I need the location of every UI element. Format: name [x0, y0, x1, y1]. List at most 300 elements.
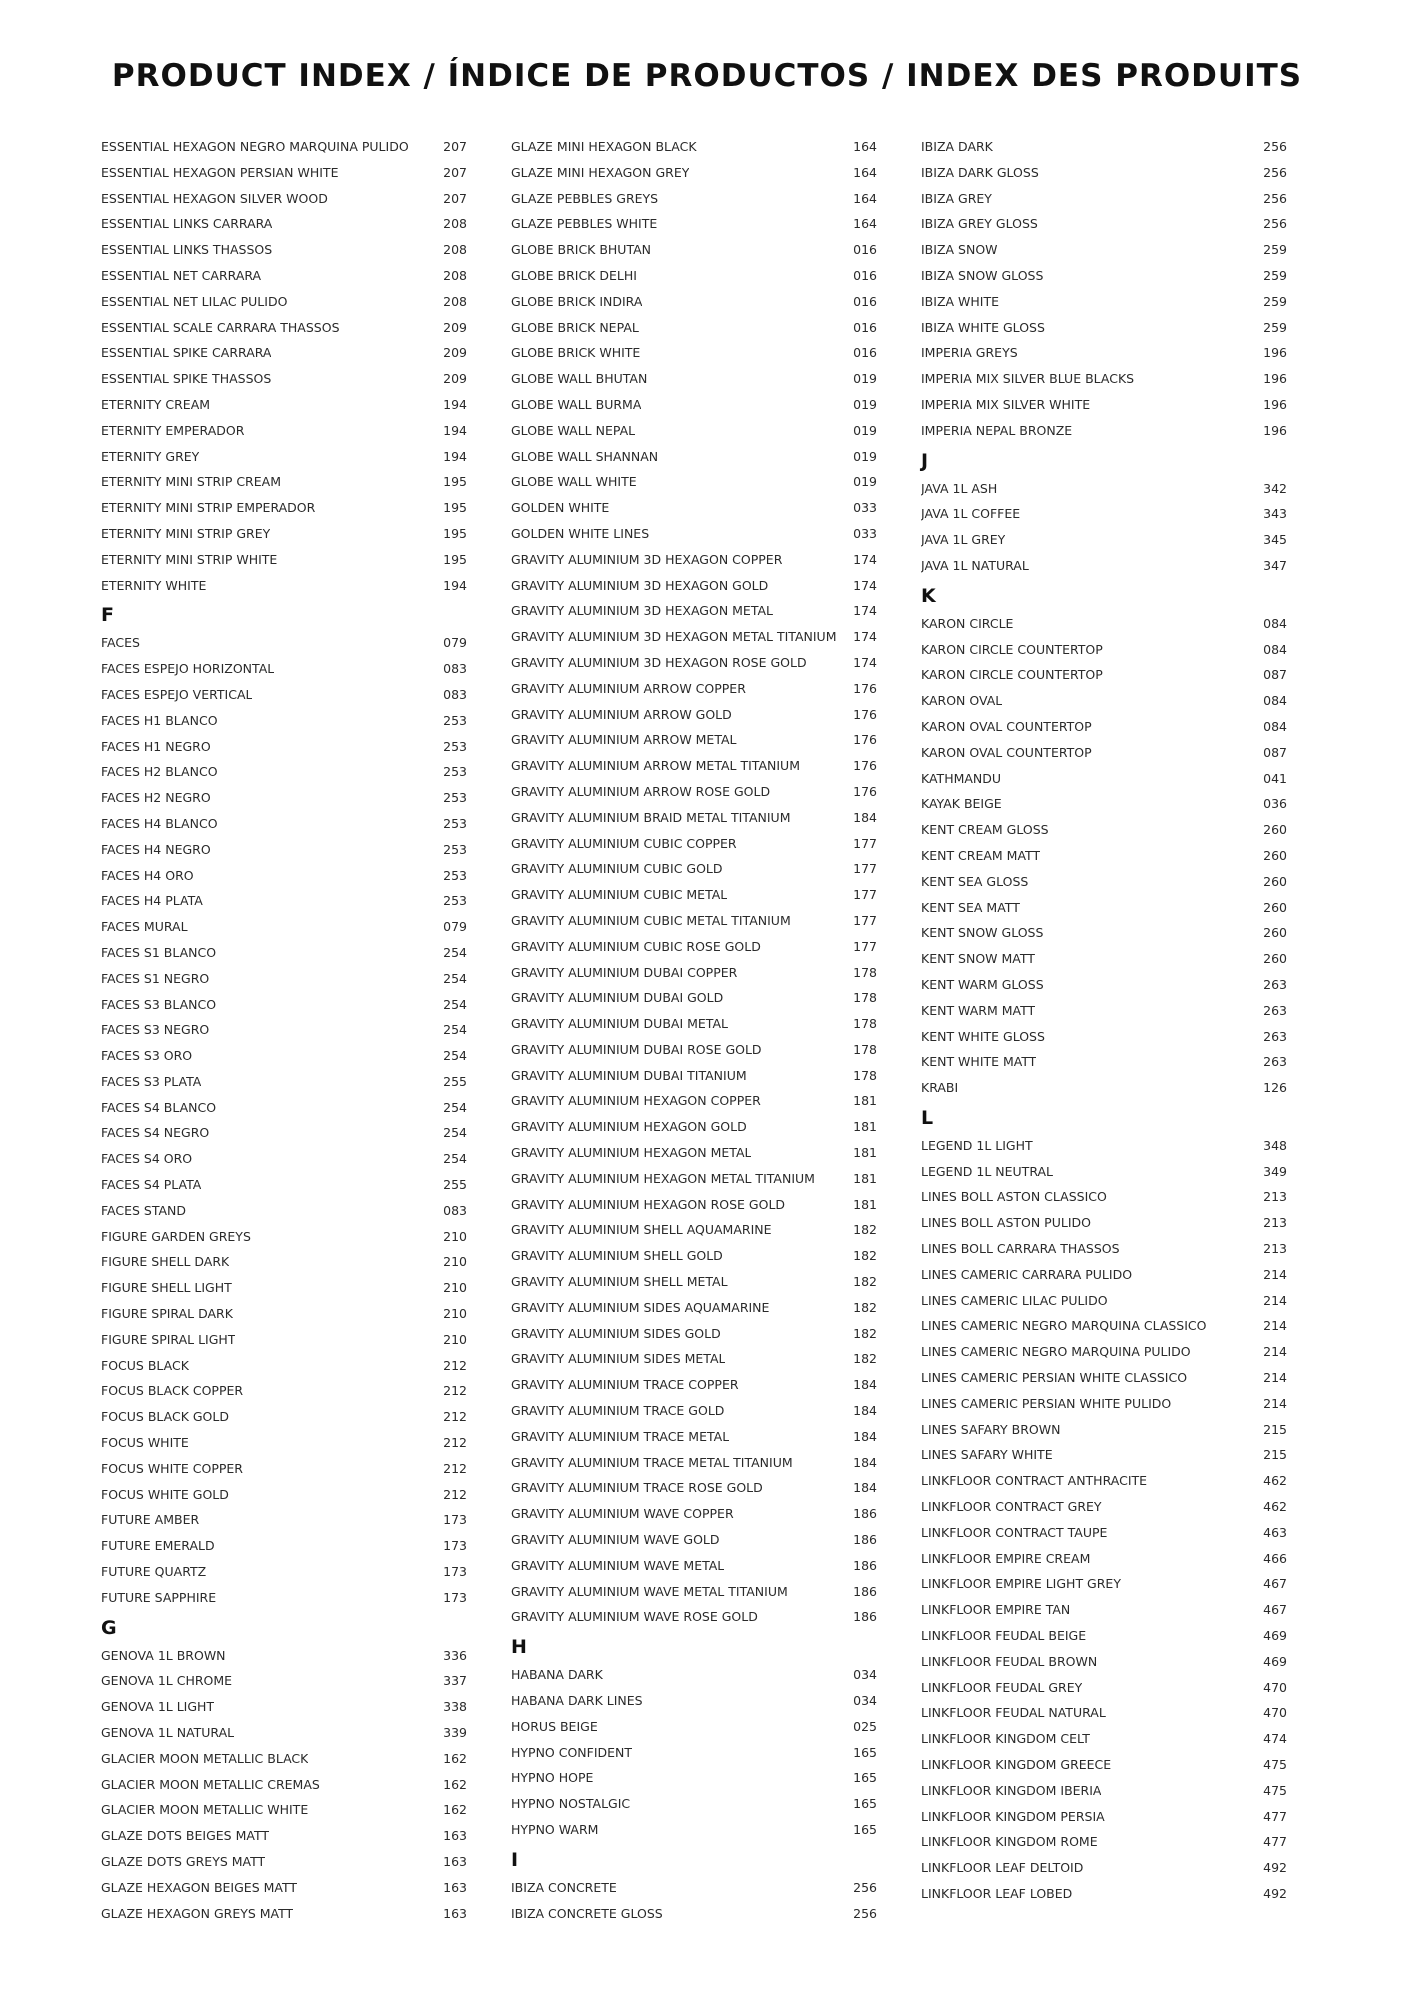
page-number: 253: [443, 815, 467, 831]
product-name: KENT WARM MATT: [921, 1002, 1036, 1018]
page-number: 253: [443, 867, 467, 883]
product-name: FACES S4 BLANCO: [101, 1099, 217, 1115]
page-number: 263: [1263, 976, 1287, 992]
index-entry: [921, 1313, 1287, 1339]
index-entry: [921, 1236, 1287, 1262]
page-number: 263: [1263, 1054, 1287, 1070]
index-entry: [101, 1507, 467, 1533]
page-number: 182: [853, 1325, 877, 1341]
page-number: 163: [443, 1828, 467, 1844]
page-number: 041: [1263, 770, 1287, 786]
page-number: 016: [853, 293, 877, 309]
index-entry: [921, 1391, 1287, 1417]
product-name: ESSENTIAL HEXAGON NEGRO MARQUINA PULIDO: [101, 139, 409, 154]
index-entry: [101, 444, 467, 470]
index-entry: [921, 920, 1287, 946]
index-entry: [101, 160, 467, 186]
page-number: 469: [1263, 1653, 1287, 1669]
product-name: KENT WARM GLOSS: [921, 976, 1044, 992]
index-entry: [921, 1184, 1287, 1210]
product-name: GRAVITY ALUMINIUM ARROW COPPER: [511, 680, 746, 696]
index-entry: [101, 837, 467, 863]
page-number: 260: [1263, 847, 1287, 863]
product-name: IMPERIA NEPAL BRONZE: [921, 422, 1073, 438]
page-number: 212: [443, 1460, 467, 1476]
product-name: FACES ESPEJO VERTICAL: [101, 686, 253, 702]
product-name: FOCUS BLACK GOLD: [101, 1409, 229, 1425]
product-name: ESSENTIAL LINKS THASSOS: [101, 242, 273, 258]
product-name: FOCUS BLACK: [101, 1357, 189, 1373]
page-number: 213: [1263, 1215, 1287, 1231]
index-entry: [921, 895, 1287, 921]
product-name: GRAVITY ALUMINIUM SIDES AQUAMARINE: [511, 1299, 770, 1315]
index-entry: [511, 1372, 877, 1398]
index-entry: [921, 611, 1287, 637]
index-entry: [921, 160, 1287, 186]
page-number: 253: [443, 764, 467, 780]
index-entry: [921, 1075, 1287, 1101]
page-number: 263: [1263, 1028, 1287, 1044]
section-letter: J: [921, 449, 929, 472]
product-name: LINKFLOOR CONTRACT TAUPE: [921, 1524, 1108, 1540]
product-name: LINKFLOOR EMPIRE LIGHT GREY: [921, 1576, 1121, 1592]
product-name: LINKFLOOR KINGDOM IBERIA: [921, 1782, 1102, 1798]
product-name: ESSENTIAL SCALE CARRARA THASSOS: [101, 319, 340, 335]
page-number: 260: [1263, 899, 1287, 915]
page-number: 126: [1263, 1080, 1287, 1096]
index-entry: [921, 1520, 1287, 1546]
product-name: ETERNITY MINI STRIP WHITE: [101, 551, 278, 567]
page-number: 254: [443, 1151, 467, 1167]
page-number: 260: [1263, 873, 1287, 889]
page-number: 173: [443, 1564, 467, 1580]
index-entry: [511, 1604, 877, 1630]
index-entry: [921, 1210, 1287, 1236]
product-name: IBIZA CONCRETE: [511, 1879, 617, 1895]
page-number: 186: [853, 1557, 877, 1573]
page-number: 165: [853, 1822, 877, 1837]
page-number: 209: [443, 319, 467, 335]
page-number: 186: [853, 1506, 877, 1522]
index-entry: [921, 527, 1287, 553]
page-number: 194: [443, 577, 467, 593]
index-column-1: [101, 134, 467, 1926]
index-entry: [511, 1114, 877, 1140]
product-name: HYPNO WARM: [511, 1822, 599, 1837]
index-entry: [101, 863, 467, 889]
product-name: FACES S4 PLATA: [101, 1177, 202, 1193]
product-name: LINKFLOOR FEUDAL BEIGE: [921, 1628, 1087, 1644]
product-name: GRAVITY ALUMINIUM ARROW ROSE GOLD: [511, 783, 771, 799]
page-number: 477: [1263, 1808, 1287, 1824]
index-entry: [921, 1804, 1287, 1830]
index-entry: [511, 882, 877, 908]
product-name: GRAVITY ALUMINIUM SIDES GOLD: [511, 1325, 721, 1341]
product-name: FACES H4 NEGRO: [101, 841, 211, 857]
page-number: 184: [853, 1480, 877, 1496]
product-name: GOLDEN WHITE: [511, 500, 610, 516]
page-number: 033: [853, 525, 877, 541]
product-name: GRAVITY ALUMINIUM WAVE METAL: [511, 1557, 725, 1573]
product-name: IMPERIA MIX SILVER WHITE: [921, 396, 1091, 412]
page-number: 186: [853, 1609, 877, 1625]
page-number: 254: [443, 1125, 467, 1141]
index-entry: [101, 1720, 467, 1746]
page-number: 084: [1263, 718, 1287, 734]
index-entry: [921, 134, 1287, 160]
page-number: 259: [1263, 242, 1287, 258]
page-number: 253: [443, 841, 467, 857]
page-number: 210: [443, 1306, 467, 1322]
product-name: GRAVITY ALUMINIUM HEXAGON METAL: [511, 1145, 752, 1161]
product-name: GRAVITY ALUMINIUM TRACE GOLD: [511, 1403, 725, 1419]
page-number: 336: [443, 1647, 467, 1663]
index-entry: [101, 1198, 467, 1224]
index-entry: [101, 966, 467, 992]
index-entry: [101, 1849, 467, 1875]
index-entry: [511, 1217, 877, 1243]
page-number: 466: [1263, 1550, 1287, 1566]
page-number: 184: [853, 1403, 877, 1419]
index-entry: [511, 1140, 877, 1166]
page-number: 194: [443, 422, 467, 438]
page-number: 181: [853, 1119, 877, 1135]
product-name: GENOVA 1L LIGHT: [101, 1699, 215, 1715]
page-number: 195: [443, 551, 467, 567]
product-name: LINKFLOOR KINGDOM ROME: [921, 1834, 1098, 1850]
page-number: 210: [443, 1254, 467, 1270]
page-number: 087: [1263, 744, 1287, 760]
product-name: LINKFLOOR FEUDAL GREY: [921, 1679, 1083, 1695]
page-number: 162: [443, 1776, 467, 1792]
page-number: 176: [853, 732, 877, 748]
product-name: GRAVITY ALUMINIUM TRACE METAL TITANIUM: [511, 1454, 793, 1470]
index-entry: [511, 289, 877, 315]
product-name: JAVA 1L ASH: [921, 480, 998, 496]
index-entry: [511, 1166, 877, 1192]
index-entry: [101, 263, 467, 289]
product-name: ESSENTIAL HEXAGON SILVER WOOD: [101, 190, 328, 206]
page-number: 173: [443, 1512, 467, 1528]
page-number: 196: [1263, 422, 1287, 438]
index-entry: [511, 160, 877, 186]
index-entry: [101, 630, 467, 656]
index-entry: [921, 186, 1287, 212]
index-entry: [921, 1649, 1287, 1675]
page-number: 177: [853, 887, 877, 903]
index-entry: [921, 998, 1287, 1024]
product-name: LINES BOLL CARRARA THASSOS: [921, 1241, 1120, 1257]
page-number: 196: [1263, 345, 1287, 361]
product-name: FIGURE GARDEN GREYS: [101, 1228, 251, 1244]
page-number: 470: [1263, 1705, 1287, 1721]
index-entry: [101, 1533, 467, 1559]
index-entry: [101, 469, 467, 495]
page-number: 164: [853, 216, 877, 232]
index-entry: [921, 1778, 1287, 1804]
product-name: LEGEND 1L NEUTRAL: [921, 1163, 1054, 1179]
index-entry: [101, 1746, 467, 1772]
product-name: IBIZA DARK GLOSS: [921, 164, 1039, 180]
index-entry: [101, 521, 467, 547]
product-name: KAYAK BEIGE: [921, 796, 1002, 812]
index-entry: [101, 811, 467, 837]
page-number: 016: [853, 319, 877, 335]
index-entry: [101, 734, 467, 760]
page-number: 184: [853, 809, 877, 825]
page-number: 462: [1263, 1499, 1287, 1515]
index-entry: [921, 869, 1287, 895]
index-entry: [511, 211, 877, 237]
index-entry: [101, 289, 467, 315]
product-name: FIGURE SHELL LIGHT: [101, 1280, 232, 1296]
product-name: GRAVITY ALUMINIUM 3D HEXAGON ROSE GOLD: [511, 654, 807, 670]
product-name: FACES H2 BLANCO: [101, 764, 218, 780]
index-entry: [511, 1662, 877, 1688]
page-number: 214: [1263, 1370, 1287, 1386]
page-number: 025: [853, 1718, 877, 1734]
product-name: GLOBE BRICK WHITE: [511, 345, 641, 361]
product-name: FACES H4 PLATA: [101, 893, 203, 909]
page-number: 163: [443, 1854, 467, 1869]
product-name: KENT SNOW MATT: [921, 951, 1035, 967]
index-entry: [921, 1262, 1287, 1288]
page-number: 079: [443, 919, 467, 935]
index-entry: [101, 573, 467, 599]
product-name: GLOBE WALL BURMA: [511, 396, 642, 412]
index-column-3: [921, 134, 1287, 1907]
index-entry: [921, 740, 1287, 766]
product-name: GRAVITY ALUMINIUM DUBAI ROSE GOLD: [511, 1041, 762, 1057]
page-number: 178: [853, 964, 877, 980]
index-entry: [101, 1797, 467, 1823]
index-entry: [101, 1353, 467, 1379]
index-entry: [921, 1049, 1287, 1075]
product-name: ETERNITY EMPERADOR: [101, 422, 245, 438]
product-name: IBIZA SNOW: [921, 242, 998, 258]
product-name: KARON OVAL COUNTERTOP: [921, 718, 1092, 734]
product-name: GRAVITY ALUMINIUM ARROW METAL TITANIUM: [511, 758, 800, 774]
index-entry: [511, 469, 877, 495]
page-number: 184: [853, 1428, 877, 1444]
page-number: 253: [443, 712, 467, 728]
product-name: LINKFLOOR EMPIRE TAN: [921, 1602, 1071, 1618]
index-entry: [921, 1829, 1287, 1855]
index-entry: [511, 1501, 877, 1527]
index-entry: [921, 714, 1287, 740]
product-name: JAVA 1L NATURAL: [921, 557, 1029, 573]
page-number: 260: [1263, 925, 1287, 941]
product-name: HABANA DARK: [511, 1667, 603, 1683]
page-number: 474: [1263, 1731, 1287, 1747]
index-entry: [511, 1475, 877, 1501]
product-name: ETERNITY MINI STRIP CREAM: [101, 474, 281, 490]
page-number: 184: [853, 1377, 877, 1393]
page-number: 210: [443, 1331, 467, 1347]
product-name: FACES S4 ORO: [101, 1151, 193, 1167]
product-name: FACES S3 NEGRO: [101, 1022, 210, 1038]
product-name: IBIZA WHITE: [921, 293, 1000, 309]
page-number: 349: [1263, 1163, 1287, 1179]
page-number: 084: [1263, 693, 1287, 709]
product-name: FACES S4 NEGRO: [101, 1125, 210, 1141]
product-name: IBIZA DARK: [921, 139, 993, 154]
product-name: FUTURE QUARTZ: [101, 1564, 207, 1580]
index-entry: [511, 1346, 877, 1372]
page-number: 254: [443, 996, 467, 1012]
page-number: 164: [853, 190, 877, 206]
index-entry: [921, 1623, 1287, 1649]
section-letter: K: [921, 584, 936, 607]
page-number: 214: [1263, 1395, 1287, 1411]
index-entry: [511, 366, 877, 392]
product-name: ETERNITY WHITE: [101, 577, 207, 593]
index-entry: [511, 1192, 877, 1218]
index-entry: [511, 1398, 877, 1424]
page-number: 259: [1263, 267, 1287, 283]
index-entry: [921, 418, 1287, 444]
index-entry: [101, 1301, 467, 1327]
product-name: GLAZE MINI HEXAGON GREY: [511, 164, 690, 180]
product-name: GLAZE MINI HEXAGON BLACK: [511, 139, 697, 154]
product-name: GOLDEN WHITE LINES: [511, 525, 650, 541]
product-name: KENT WHITE GLOSS: [921, 1028, 1045, 1044]
product-name: GRAVITY ALUMINIUM WAVE ROSE GOLD: [511, 1609, 758, 1625]
index-entry: [921, 501, 1287, 527]
product-name: GRAVITY ALUMINIUM SHELL AQUAMARINE: [511, 1222, 772, 1238]
page-number: 212: [443, 1383, 467, 1399]
index-entry: [921, 1597, 1287, 1623]
product-name: GLOBE BRICK INDIRA: [511, 293, 643, 309]
product-name: ESSENTIAL LINKS CARRARA: [101, 216, 273, 232]
page-number: 036: [1263, 796, 1287, 812]
index-entry: [921, 392, 1287, 418]
product-name: FUTURE SAPPHIRE: [101, 1589, 217, 1605]
product-name: KENT SEA MATT: [921, 899, 1020, 915]
page-number: 209: [443, 371, 467, 387]
product-name: HORUS BEIGE: [511, 1718, 598, 1734]
index-entry: [511, 1901, 877, 1927]
index-entry: [511, 1037, 877, 1063]
product-name: GRAVITY ALUMINIUM SHELL GOLD: [511, 1248, 723, 1264]
index-entry: [921, 315, 1287, 341]
product-name: GRAVITY ALUMINIUM HEXAGON ROSE GOLD: [511, 1196, 786, 1212]
page-number: 343: [1263, 506, 1287, 522]
page-number: 178: [853, 1041, 877, 1057]
index-entry: [101, 134, 467, 160]
product-name: KATHMANDU: [921, 770, 1002, 786]
index-entry: [101, 1404, 467, 1430]
product-name: FACES H2 NEGRO: [101, 790, 211, 806]
page-number: 181: [853, 1145, 877, 1161]
product-name: ESSENTIAL NET CARRARA: [101, 267, 262, 283]
page-number: 492: [1263, 1886, 1287, 1901]
product-name: KARON CIRCLE COUNTERTOP: [921, 641, 1103, 657]
page-number: 260: [1263, 951, 1287, 967]
product-name: GLOBE WALL WHITE: [511, 474, 637, 490]
product-name: GLACIER MOON METALLIC WHITE: [101, 1802, 309, 1818]
page-number: 256: [1263, 139, 1287, 154]
index-entry: [921, 637, 1287, 663]
index-column-2: [511, 134, 877, 1926]
product-name: ETERNITY MINI STRIP EMPERADOR: [101, 500, 316, 516]
index-entry: [921, 972, 1287, 998]
page-number: 019: [853, 474, 877, 490]
page-number: 084: [1263, 641, 1287, 657]
product-name: GRAVITY ALUMINIUM DUBAI METAL: [511, 1016, 728, 1032]
product-name: LINKFLOOR KINGDOM CELT: [921, 1731, 1090, 1747]
page-number: 254: [443, 1048, 467, 1064]
page-number: 196: [1263, 371, 1287, 387]
index-entry: [101, 1668, 467, 1694]
index-entry: [511, 1063, 877, 1089]
index-entry: [101, 1249, 467, 1275]
product-name: GLOBE BRICK DELHI: [511, 267, 637, 283]
product-name: GRAVITY ALUMINIUM ARROW GOLD: [511, 706, 732, 722]
index-entry: [101, 495, 467, 521]
index-entry: [921, 1417, 1287, 1443]
page-number: 463: [1263, 1524, 1287, 1540]
index-entry: [101, 1069, 467, 1095]
index-entry: [921, 1881, 1287, 1907]
index-entry: [921, 1133, 1287, 1159]
product-name: LEGEND 1L LIGHT: [921, 1137, 1033, 1153]
index-entry: [921, 1571, 1287, 1597]
page-number: 087: [1263, 667, 1287, 683]
product-name: FIGURE SHELL DARK: [101, 1254, 230, 1270]
index-entry: [511, 134, 877, 160]
index-entry: [101, 1643, 467, 1669]
product-name: LINES SAFARY WHITE: [921, 1447, 1053, 1463]
index-entry: [101, 992, 467, 1018]
product-name: ETERNITY GREY: [101, 448, 200, 464]
product-name: IBIZA CONCRETE GLOSS: [511, 1905, 663, 1921]
index-entry: [511, 1791, 877, 1817]
page-number: 470: [1263, 1679, 1287, 1695]
page-number: 174: [853, 603, 877, 619]
page-number: 181: [853, 1170, 877, 1186]
product-name: LINKFLOOR LEAF DELTOID: [921, 1860, 1084, 1876]
index-entry: [511, 960, 877, 986]
page-number: 165: [853, 1796, 877, 1812]
index-entry: [511, 1527, 877, 1553]
page-number: 164: [853, 139, 877, 154]
product-name: KENT CREAM GLOSS: [921, 822, 1049, 838]
index-entry: [101, 1430, 467, 1456]
product-name: FACES H4 ORO: [101, 867, 194, 883]
section-letter: L: [921, 1106, 934, 1129]
index-entry: [511, 1875, 877, 1901]
index-entry: [921, 476, 1287, 502]
product-name: ESSENTIAL SPIKE THASSOS: [101, 371, 272, 387]
index-entry: [511, 1765, 877, 1791]
page-number: 475: [1263, 1757, 1287, 1773]
page-number: 174: [853, 629, 877, 645]
index-entry: [101, 785, 467, 811]
product-name: GLAZE PEBBLES WHITE: [511, 216, 658, 232]
page-number: 178: [853, 990, 877, 1006]
page-number: 162: [443, 1750, 467, 1766]
product-name: LINES BOLL ASTON PULIDO: [921, 1215, 1091, 1231]
product-name: FOCUS BLACK COPPER: [101, 1383, 244, 1399]
index-entry: [511, 598, 877, 624]
page-number: 208: [443, 293, 467, 309]
page-number: 253: [443, 738, 467, 754]
index-entry: [511, 1424, 877, 1450]
page-number: 019: [853, 371, 877, 387]
product-name: LINKFLOOR CONTRACT ANTHRACITE: [921, 1473, 1148, 1489]
product-name: LINES CAMERIC PERSIAN WHITE CLASSICO: [921, 1370, 1188, 1386]
